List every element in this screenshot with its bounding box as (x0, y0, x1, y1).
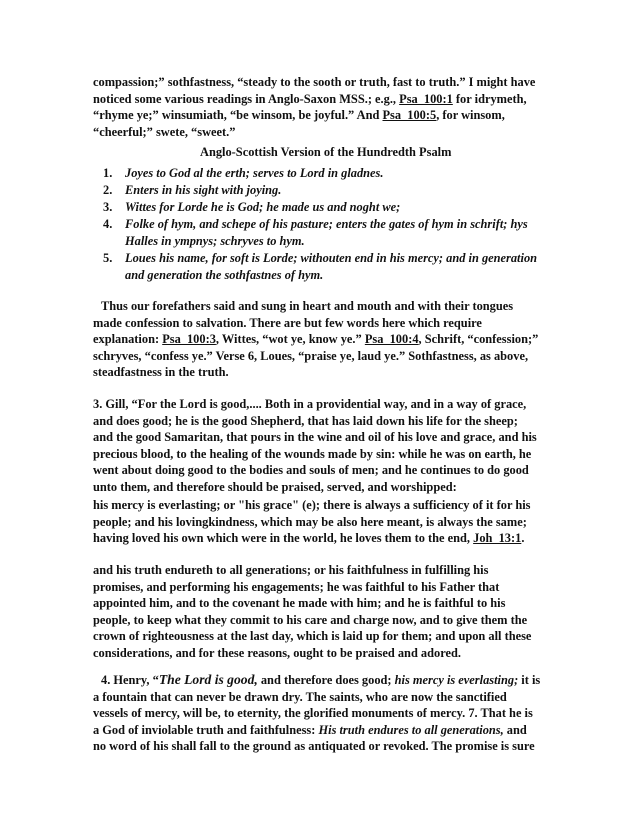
scripture-link[interactable]: Joh_13:1 (473, 531, 522, 545)
text-line: considerations, and for these reasons, ought to be praised and adored. (93, 645, 461, 660)
list-text: Folke of hym, and schepe of his pasture; enters the gates of hym in schrift; hys (125, 217, 528, 231)
text-line: precious blood, to the healing of the wounds made by sin: while he was on earth, he (93, 446, 532, 461)
psalm-verse-list (103, 165, 543, 284)
section-title: Anglo-Scottish Version of the Hundredth Psalm (200, 145, 452, 159)
list-item (103, 182, 543, 199)
text-line: went about doing good to the bodies and souls of men; and he continues to do good (93, 463, 529, 477)
list-text: Loues his name, for soft is Lorde; withouten end in his mercy; and in generation (125, 251, 538, 265)
list-number: 4. (103, 217, 113, 231)
text-line: noticed some various readings in Anglo-Saxon MSS.; e.g., Psa_100:1 for idrymeth, (93, 91, 527, 106)
text-line: unto them, and therefore should be praised, served, and worshipped: (93, 479, 457, 494)
list-item (103, 199, 543, 216)
text-line: no word of his shall fall to the ground as antiquated or revoked. The promise is sure (93, 739, 535, 753)
scripture-link[interactable]: Psa_100:4 (364, 332, 419, 346)
text-line: his mercy is everlasting; or "his grace" (e); there is always a sufficiency of it for his (93, 498, 531, 512)
text-line: Thus our forefathers said and sung in heart and mouth and with their tongues (101, 299, 514, 313)
scripture-link[interactable]: Psa_100:1 (399, 91, 453, 106)
paragraph-mercy (93, 497, 543, 547)
list-number: 1. (103, 166, 113, 180)
list-text: and generation the sothfastnes of hym. (125, 267, 324, 282)
list-text: Halles in ympnys; schryves to hym. (125, 233, 305, 248)
text-line: compassion;” sothfastness, “steady to the sooth or truth, fast to truth.” I might have (93, 75, 536, 89)
text-line: having loved his own which were in the world, he loves them to the end, Joh_13:1. (93, 531, 525, 545)
text-line: and does good; he is the good Shepherd, that has laid down his life for the sheep; (93, 413, 518, 428)
paragraph-gill (93, 396, 543, 495)
text-line: people; and his lovingkindness, which may be also here meant, is always the same; (93, 514, 527, 529)
text-line: “rhyme ye;” winsumiath, “be winsom, be joyful.” And Psa_100:5, for winsom, (93, 108, 505, 122)
scripture-link[interactable]: Psa_100:3 (162, 332, 216, 346)
scripture-link[interactable]: Psa_100:5 (382, 108, 437, 122)
text-line: a fountain that can never be drawn dry. The saints, who are now the sanctified (93, 689, 507, 704)
italic-quote: The Lord is good, (158, 672, 258, 687)
text-line: crown of righteousness at the last day, which is laid up for them; and upon all these (93, 629, 532, 643)
text-line: and his truth endureth to all generations; or his faithfulness in fulfilling his (93, 563, 489, 577)
list-text: Joyes to God al the erth; serves to Lord in gladnes. (125, 166, 384, 180)
list-item (103, 216, 543, 250)
italic-quote: His truth endures to all generations, (318, 722, 504, 737)
text-line: explanation: Psa_100:3, Wittes, “wot ye, know ye.” Psa_100:4, Schrift, “confession;” (93, 332, 539, 346)
text-line: steadfastness in the truth. (93, 365, 229, 379)
text-line: “cheerful;” swete, “sweet.” (93, 124, 236, 139)
text-line: and the good Samaritan, that pours in the wine and oil of his love and grace, and his (93, 430, 537, 444)
text-line: people, to keep what they commit to his care and charge now, and to give them the (93, 612, 528, 627)
text-line: made confession to salvation. There are but few words here which require (93, 315, 482, 330)
list-item (103, 165, 543, 182)
paragraph-compassion (93, 74, 543, 140)
paragraph-henry (93, 672, 543, 755)
text-line: appointed him, and to the covenant he made with him; and he is faithful to his (93, 596, 506, 610)
list-number: 3. (103, 200, 113, 214)
paragraph-forefathers (93, 298, 543, 381)
text-line: schryves, “confess ye.” Verse 6, Loues, “praise ye, laud ye.” Sothfastness, as above, (93, 348, 529, 363)
italic-quote: his mercy is everlasting; (394, 673, 519, 687)
text-line: promises, and performing his engagements; he was faithful to his Father that (93, 579, 500, 594)
text-line: a God of inviolable truth and faithfulness: His truth endures to all generations, and (93, 722, 527, 737)
text-line: 4. Henry, “The Lord is good, and therefore does good; his mercy is everlasting; it is (101, 672, 541, 687)
list-item (103, 250, 543, 284)
list-number: 2. (103, 183, 113, 197)
list-text: Enters in his sight with joying. (125, 183, 282, 197)
list-text: Wittes for Lorde he is God; he made us and noght we; (125, 200, 401, 214)
list-number: 5. (103, 251, 113, 265)
text-line: vessels of mercy, will be, to eternity, the glorified monuments of mercy. 7. That he is (93, 706, 533, 720)
text-line: 3. Gill, “For the Lord is good,.... Both in a providential way, and in a way of grace, (93, 397, 527, 411)
paragraph-truth (93, 562, 543, 661)
